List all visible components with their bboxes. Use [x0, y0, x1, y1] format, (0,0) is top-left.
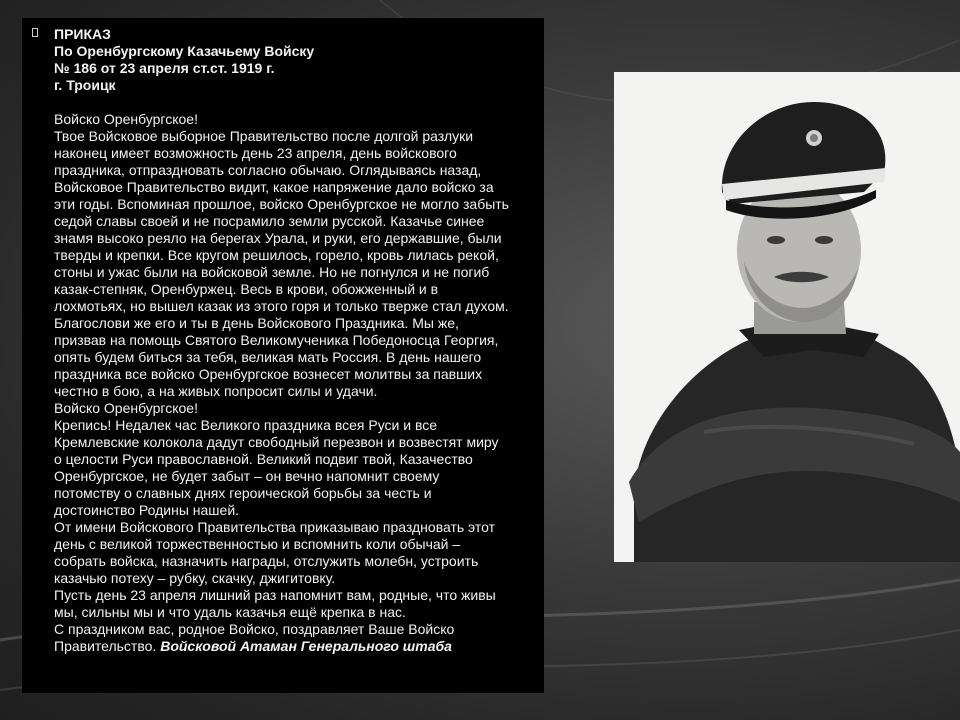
body-line: Крепись! Недалек час Великого праздника всея Руси и все: [54, 417, 438, 433]
portrait-photo: [614, 72, 960, 562]
body-line: день с великой торжественностью и вспомнить коли обычай –: [54, 536, 461, 552]
body-line: о целости Руси православной. Великий подвиг твой, Казачество: [54, 451, 473, 467]
body-line: казачью потеху – рубку, скачку, джигитовку.: [54, 570, 336, 586]
body-line: праздника все войско Оренбургское вознесет молитвы за павших: [54, 366, 483, 382]
order-place: г. Троицк: [54, 77, 116, 93]
body-line: Пусть день 23 апреля лишний раз напомнит вам, родные, что живы: [54, 587, 496, 603]
body-line: опять будем биться за тебя, великая мать Россия. В день нашего: [54, 349, 482, 365]
body-line: Оренбургское, не будет забыт – он вечно напомнит своему: [54, 468, 440, 484]
order-addressee: По Оренбургскому Казачьему Войску: [54, 43, 315, 59]
body-line: достоинство Родины нашей.: [54, 502, 240, 518]
body-line: Войско Оренбургское!: [54, 400, 198, 416]
order-title: ПРИКАЗ: [54, 26, 111, 42]
body-line: Войсковое Правительство видит, какое напряжение дало войско за: [54, 179, 494, 195]
paragraph-gap: [54, 94, 536, 111]
order-text: [54, 26, 536, 655]
portrait-illustration: [614, 72, 960, 562]
signature: Войсковой Атаман Генерального штаба: [160, 638, 452, 654]
order-number-date: № 186 от 23 апреля ст.ст. 1919 г.: [54, 60, 275, 76]
body-line: честно в бою, а на живых попросит силы и удачи.: [54, 383, 378, 399]
body-line: стоны и ужас были на войсковой земле. Но не погнулся и не погиб: [54, 264, 490, 280]
order-text-panel: [22, 18, 544, 693]
body-line: потомству о славных днях героической борьбы за честь и: [54, 485, 432, 501]
body-line: праздника, отпраздновать согласно обычаю. Оглядываясь назад,: [54, 162, 482, 178]
body-line: Войско Оренбургское!: [54, 111, 198, 127]
body-line: казак-степняк, Оренбуржец. Весь в крови, обожженный и в: [54, 281, 439, 297]
body-line: Благослови же его и ты в день Войскового Праздника. Мы же,: [54, 315, 459, 331]
body-line: мы, сильны мы и что удаль казачья ещё крепка в нас.: [54, 604, 406, 620]
body-line: знамя высоко реяло на берегах Урала, и руки, его державшие, были: [54, 230, 502, 246]
body-line: седой славы своей и не посрамило земли русской. Казачье синее: [54, 213, 485, 229]
body-line: Кремлевские колокола дадут свободный перезвон и возвестят миру: [54, 434, 499, 450]
closing-prefix: Правительство.: [54, 638, 161, 654]
body-line: призвав на помощь Святого Великомученика Победоносца Георгия,: [54, 332, 499, 348]
body-line: тверды и крепки. Все кругом решилось, горело, кровь лилась рекой,: [54, 247, 499, 263]
closing-line: [54, 638, 536, 655]
body-line: лохмотьях, но вышел казак из этого горя и только тверже стал духом.: [54, 298, 509, 314]
body-line: С праздником вас, родное Войско, поздравляет Ваше Войско: [54, 621, 455, 637]
body-line: От имени Войскового Правительства приказываю праздновать этот: [54, 519, 496, 535]
body-line: собрать войска, назначить награды, отслужить молебн, устроить: [54, 553, 479, 569]
body-line: наконец имеет возможность день 23 апреля, день войскового: [54, 145, 457, 161]
body-line: эти годы. Вспоминая прошлое, войско Оренбургское не могло забыть: [54, 196, 509, 212]
bullet-icon: [32, 28, 38, 37]
body-line: Твое Войсковое выборное Правительство после долгой разлуки: [54, 128, 474, 144]
